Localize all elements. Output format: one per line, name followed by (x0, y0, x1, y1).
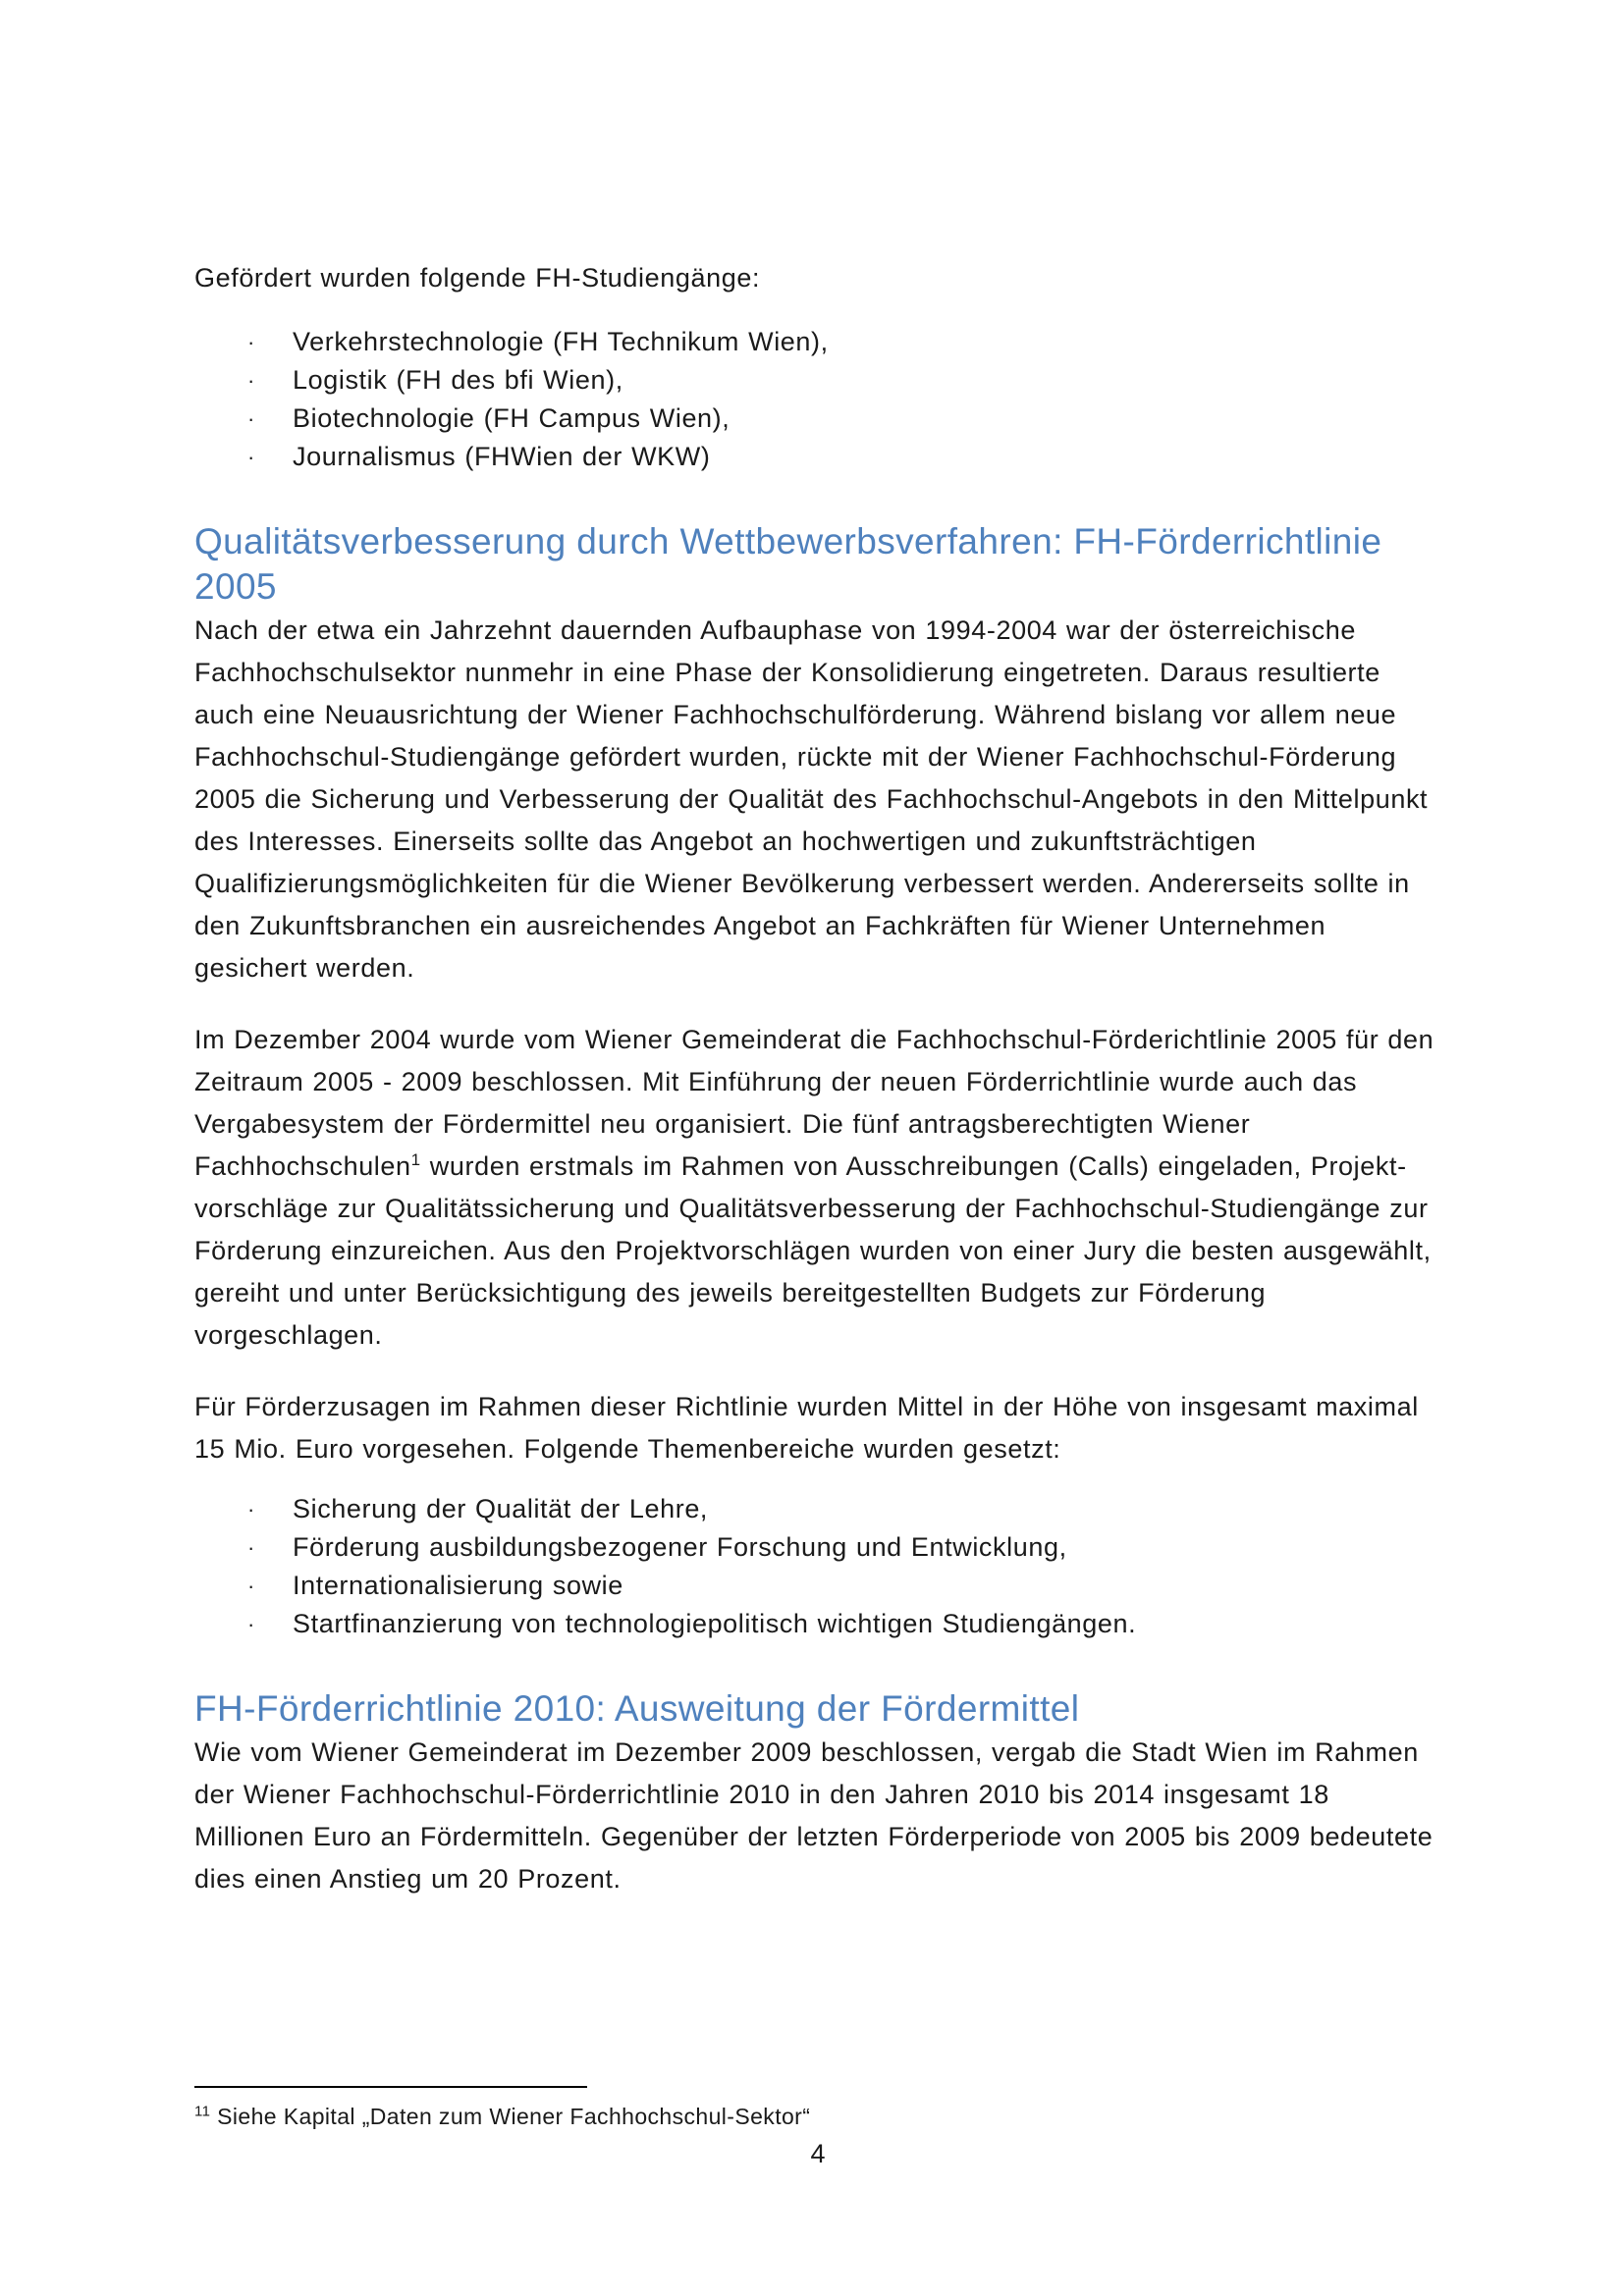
bullet-icon: · (247, 445, 255, 469)
list-item: · Internationalisierung sowie (194, 1567, 1441, 1605)
list-item: · Startfinanzierung von technologiepolitisch wichtigen Studiengängen. (194, 1605, 1441, 1643)
bullet-icon: · (247, 1574, 255, 1598)
list-item: · Förderung ausbildungsbezogener Forschung und Entwicklung, (194, 1528, 1441, 1567)
footnote-mark: 11 (194, 2103, 211, 2120)
list-item: · Sicherung der Qualität der Lehre, (194, 1490, 1441, 1528)
page-body (194, 257, 1441, 1900)
paragraph-2010-funding: Wie vom Wiener Gemeinderat im Dezember 2009 beschlossen, vergab die Stadt Wien im Rahmen der Wiener Fachhochschul-Förderrichtlinie 2010 in den Jahren 2010 bis 2014 insgesamt 18 Millionen Euro an Fördermitteln. Gegenüber der letzten Förderperiode von 2005 bis 2009 bedeutete dies einen Anstieg um 20 Prozent. (194, 1737, 1434, 1894)
list-item: · Logistik (FH des bfi Wien), (194, 361, 1441, 400)
footnote-reference[interactable]: 1 (410, 1150, 421, 1169)
bullet-icon: · (247, 330, 255, 354)
paragraph-consolidation: Nach der etwa ein Jahrzehnt dauernden Aufbauphase von 1994-2004 war der österreichische Fachhochschulsektor nunmehr in eine Phase der Konsolidierung eingetreten. Daraus resultierte auch eine Neuausrichtung der Wiener Fachhochschulförderung. Während bislang vor allem neue Fachhochschul-Studiengänge gefördert wurden, rückte mit der Wiener Fachhochschul-Förderung 2005 die Sicherung und Verbesserung der Qualität des Fachhochschul-Angebots in den Mittelpunkt des Interesses. Einerseits sollte das Angebot an hochwertigen und zukunftsträchtigen Qualifizierungsmöglichkeiten für die Wiener Bevölkerung verbessert werden. Andererseits sollte in den Zukunftsbranchen ein ausreichendes Angebot an Fachkräften für Wiener Unternehmen gesichert werden. (194, 615, 1429, 983)
footnote-separator (194, 2086, 587, 2088)
bullet-icon: · (247, 1497, 255, 1522)
list-item: · Verkehrstechnologie (FH Technikum Wien), (194, 323, 1441, 361)
bullet-icon: · (247, 368, 255, 393)
section-heading-2010: FH-Förderrichtlinie 2010: Ausweitung der Fördermittel (194, 1688, 1080, 1729)
page-number: 4 (810, 2139, 826, 2168)
paragraph-funding-amount: Für Förderzusagen im Rahmen dieser Richtlinie wurden Mittel in der Höhe von insgesamt maximal 15 Mio. Euro vorgesehen. Folgende Themenbereiche wurden gesetzt: (194, 1392, 1419, 1464)
topic-areas-list (194, 1490, 1441, 1643)
section-heading-2005: Qualitätsverbesserung durch Wettbewerbsverfahren: FH-Förderrichtlinie 2005 (194, 521, 1382, 607)
footnote-text: Siehe Kapital „Daten zum Wiener Fachhochschul-Sektor“ (210, 2104, 811, 2129)
funded-programs-list (194, 323, 1441, 476)
bullet-icon: · (247, 1535, 255, 1560)
bullet-icon: · (247, 1612, 255, 1636)
intro-text: Gefördert wurden folgende FH-Studiengänge: (194, 263, 761, 293)
paragraph-council-decision: Im Dezember 2004 wurde vom Wiener Gemeinderat die Fachhochschul-Förderichtlinie 2005 für den Zeitraum 2005 - 2009 beschlossen. Mit Einführung der neuen Förderrichtlinie wurde auch das Vergabesystem der Fördermittel neu organisiert. Die fünf antragsberechtigten Wiener Fachhochschulen$^1$ wurden erstmals im Rahmen von Ausschreibungen (Calls) eingeladen, Projekt-vorschläge zur Qualitätssicherung und Qualitätsverbesserung der Fachhochschul-Studiengänge zur Förderung einzureichen. Aus den Projektvorschlägen wurden von einer Jury die besten ausgewählt, gereiht und unter Berücksichtigung des jeweils bereitgestellten Budgets zur Förderung vorgeschlagen. (194, 1025, 1434, 1350)
bullet-icon: · (247, 406, 255, 431)
list-item: · Journalismus (FHWien der WKW) (194, 438, 1441, 476)
list-item: · Biotechnologie (FH Campus Wien), (194, 400, 1441, 438)
footnote (194, 2102, 810, 2131)
